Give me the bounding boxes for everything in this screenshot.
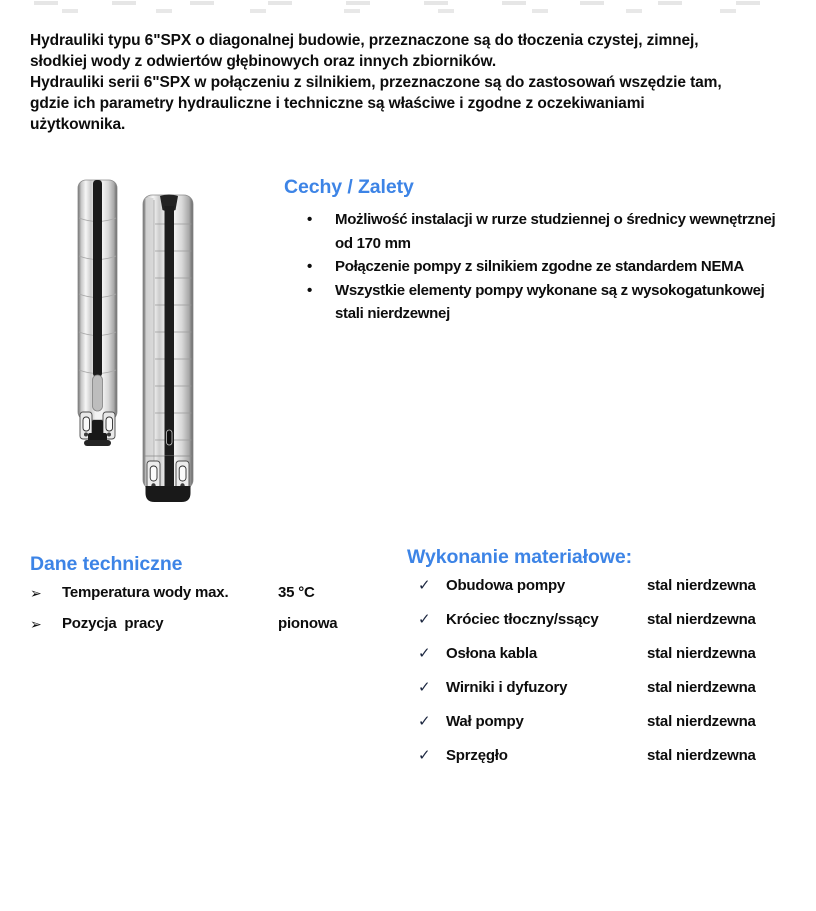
pump-illustration xyxy=(58,172,213,512)
material-value: stal nierdzewna xyxy=(647,645,756,662)
bullet-icon: • xyxy=(307,258,313,275)
feature-text: Możliwość instalacji w rurze studziennej o średnicy wewnętrznej xyxy=(335,211,776,228)
technical-data-title: Dane techniczne xyxy=(30,553,183,575)
table-row xyxy=(407,644,756,664)
pump-left xyxy=(78,180,117,446)
feature-text: od 170 mm xyxy=(335,234,411,252)
spec-label: Temperatura wody max. xyxy=(62,584,229,601)
bullet-icon: • xyxy=(307,211,313,228)
check-icon: ✓ xyxy=(418,611,431,628)
check-icon: ✓ xyxy=(418,577,431,594)
spec-value: 35 °C xyxy=(278,584,315,601)
material-part-label: Króciec tłoczny/ssący xyxy=(446,611,599,628)
material-part-label: Obudowa pompy xyxy=(446,577,566,594)
feature-item xyxy=(284,279,816,303)
scan-artifact-row xyxy=(62,9,778,13)
materials-title: Wykonanie materiałowe: xyxy=(407,546,633,568)
feature-item xyxy=(284,255,816,279)
feature-item-continuation xyxy=(284,302,816,326)
check-icon: ✓ xyxy=(418,713,431,730)
feature-item-continuation xyxy=(284,232,816,256)
features-section xyxy=(284,174,816,326)
intro-line: gdzie ich parametry hydrauliczne i techniczne są właściwe i zgodne z oczekiwaniami xyxy=(30,95,645,112)
table-row xyxy=(407,576,756,596)
materials-section xyxy=(407,544,756,780)
table-row xyxy=(407,678,756,698)
table-row xyxy=(30,583,337,603)
feature-text: Wszystkie elementy pompy wykonane są z wysokogatunkowej xyxy=(335,281,765,299)
features-list xyxy=(284,208,816,326)
check-icon: ✓ xyxy=(418,645,431,662)
intro-line: Hydrauliki typu 6"SPX o diagonalnej budowie, przeznaczone są do tłoczenia czystej, zimnej, xyxy=(30,32,699,49)
feature-text: stali nierdzewnej xyxy=(335,305,450,322)
intro-paragraph xyxy=(30,30,722,135)
material-part-label: Sprzęgło xyxy=(446,747,508,764)
material-part-label: Osłona kabla xyxy=(446,645,537,662)
check-icon: ✓ xyxy=(418,747,431,764)
material-part-label: Wał pompy xyxy=(446,713,524,730)
intro-line: Hydrauliki serii 6"SPX w połączeniu z silnikiem, przeznaczone są do zastosowań wszędzie tam, xyxy=(30,74,722,91)
feature-item xyxy=(284,208,816,232)
material-part-label: Wirniki i dyfuzory xyxy=(446,679,568,696)
spec-label: Pozycja pracy xyxy=(62,615,164,632)
material-value: stal nierdzewna xyxy=(647,577,756,594)
material-value: stal nierdzewna xyxy=(647,611,756,628)
arrow-bullet-icon: ➢ xyxy=(30,585,42,601)
bullet-icon: • xyxy=(307,281,313,299)
material-value: stal nierdzewna xyxy=(647,713,756,730)
materials-rows xyxy=(407,576,756,766)
features-title: Cechy / Zalety xyxy=(284,176,414,198)
material-value: stal nierdzewna xyxy=(647,679,756,696)
material-value: stal nierdzewna xyxy=(647,747,756,764)
feature-text: Połączenie pompy z silnikiem zgodne ze standardem NEMA xyxy=(335,258,744,275)
table-row xyxy=(407,712,756,732)
spec-value: pionowa xyxy=(278,615,338,632)
table-row xyxy=(407,610,756,630)
intro-line: użytkownika. xyxy=(30,116,126,133)
technical-data-section xyxy=(30,551,337,645)
arrow-bullet-icon: ➢ xyxy=(30,616,42,632)
technical-rows xyxy=(30,583,337,634)
pump-right xyxy=(143,195,193,503)
check-icon: ✓ xyxy=(418,679,431,696)
intro-line: słodkiej wody z odwiertów głębinowych oraz innych zbiorników. xyxy=(30,53,497,70)
table-row xyxy=(30,614,337,634)
table-row xyxy=(407,746,756,766)
scan-artifact-row xyxy=(34,1,802,5)
